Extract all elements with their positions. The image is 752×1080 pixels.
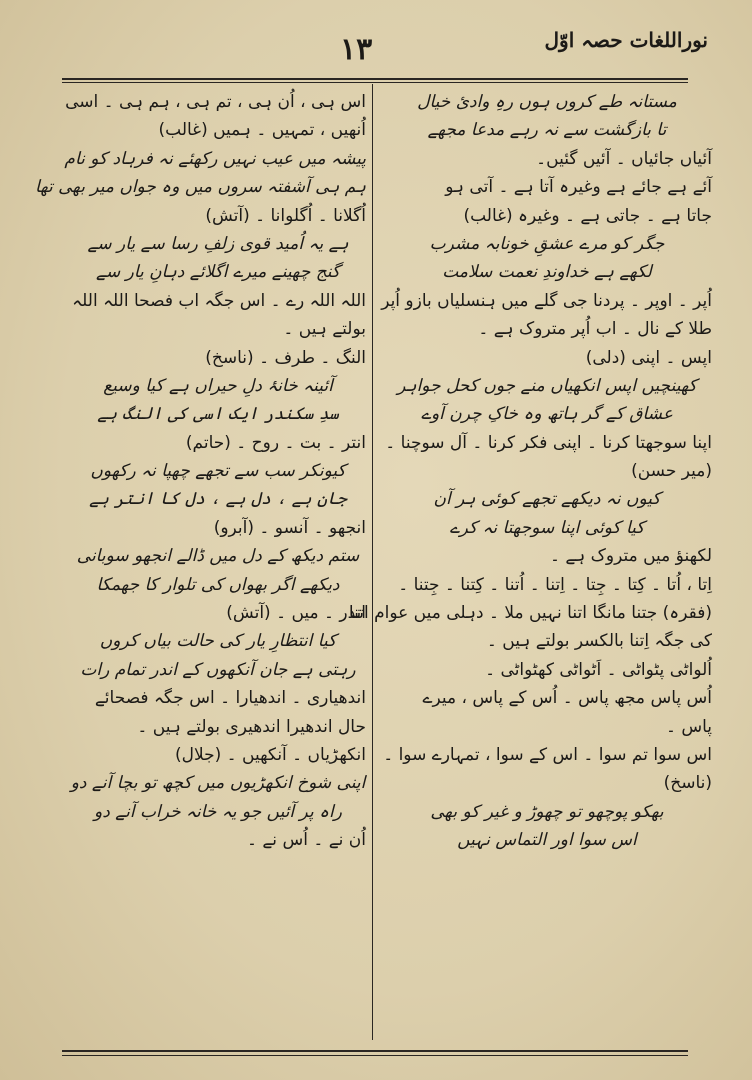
right-column-line-5: جاتا ہے ۔ جاتی ہے ۔ وغیرہ (غالب) <box>463 205 712 226</box>
left-column-line-1: اس ہی ، اُن ہی ، تم ہی ، ہم ہی ۔ اسی <box>65 92 366 112</box>
right-column-line-8: اُپر ۔ اوپر ۔ پردنا جی گلے میں ہنسلیاں بازو اُپر <box>381 290 712 311</box>
left-column-line-8: اللہ اللہ رے ۔ اس جگہ اب فصحا اللہ اللہ <box>72 290 366 311</box>
right-column-line-14: (میر حسن) <box>631 461 712 482</box>
right-column-line-18: اِتا ، اُتا ۔ کِتا ۔ جِتا ۔ اِتنا ۔ اُتنا ۔ کِتنا ۔ جِتنا ۔ <box>398 574 712 595</box>
right-column-line-22: اُس پاس مجھ پاس ۔ اُس کے پاس ، میرے <box>422 688 712 709</box>
left-column-line-23: حال اندھیرا اندھیری بولتے ہیں ۔ <box>137 716 366 737</box>
left-column-line-13: انتر ۔ بت ۔ روح ۔ (حاتم) <box>185 432 366 453</box>
right-column-line-26: بھکو پوچھو تو چھوڑ و غیر کو بھی <box>430 801 664 822</box>
bottom-rule-thin <box>62 1055 688 1056</box>
right-column-line-20: کی جگہ اِتنا بالکسر بولتے ہیں ۔ <box>486 631 712 652</box>
left-column-line-15: جان ہے ، دل ہے ، دل کا انتر ہے <box>89 489 347 510</box>
left-column-line-10: النگ ۔ طرف ۔ (ناسخ) <box>205 347 366 368</box>
right-column-line-4: آئے ہے جائے ہے وغیرہ آتا ہے ۔ آتی ہو <box>445 177 712 198</box>
right-column-line-15: کیوں نہ دیکھے تجھے کوئی ہر آن <box>433 489 661 510</box>
running-header-title: نوراللغات حصہ اوّل <box>544 28 708 52</box>
left-column-line-6: ہے یہ اُمید قوی زلفِ رسا سے یار سے <box>87 233 349 254</box>
right-column-line-1: مستانہ طے کروں ہوں رہِ وادیٔ خیال <box>417 92 677 112</box>
right-column-line-24: اس سوا تم سوا ۔ اس کے سوا ، تمہارے سوا ۔ <box>383 744 712 765</box>
left-column-line-19: اندر ۔ میں ۔ (آتش) <box>226 603 366 624</box>
right-column-line-3: آئیاں جائیاں ۔ آئیں گئیں۔ <box>536 148 712 169</box>
right-column-line-16: کیا کوئی اپنا سوجھتا نہ کرے <box>449 517 645 538</box>
left-column <box>35 88 366 855</box>
left-column-line-7: گنج چھینے میرے اگلائے دہانِ یار سے <box>96 262 340 283</box>
column-divider <box>372 84 373 1040</box>
right-column-line-2: تا بازگشت سے نہ رہے مدعا مجھے <box>427 120 667 141</box>
right-column-line-23: پاس ۔ <box>665 716 712 737</box>
left-column-line-24: انکھڑیاں ۔ آنکھیں ۔ (جلال) <box>174 744 366 765</box>
left-column-line-17: ستم دیکھ کے دل میں ڈالے انجھو سوبانی <box>76 546 360 567</box>
left-column-line-21: رہتی ہے جان آنکھوں کے اندر تمام رات <box>80 659 356 680</box>
bottom-rule <box>62 1050 688 1052</box>
right-column-line-12: عشاق کے گر ہاتھ وہ خاکِ چرن آوے <box>421 404 673 425</box>
left-column-line-12: سدِ سکندر ایک اسی کی النگ ہے <box>97 404 339 425</box>
left-column-line-26: راہ پر آئیں جو یہ خانہ خراب آنے دو <box>94 801 342 822</box>
right-column-line-13: اپنا سوجھتا کرنا ۔ اپنی فکر کرنا ۔ آل سوچنا ۔ <box>385 432 712 453</box>
page-number: ۱۳ <box>340 32 373 67</box>
right-column-line-19: (فقرہ) جتنا مانگا اتنا نہیں ملا ۔ دہلی میں عوام اتنا <box>348 603 712 624</box>
left-column-line-20: کیا انتظارِ یار کی حالت بیاں کروں <box>99 631 337 652</box>
right-column-line-9: طلا کے نال ۔ اب اُپر متروک ہے ۔ <box>478 319 712 340</box>
left-column-line-9: بولتے ہیں ۔ <box>283 319 366 340</box>
left-column-line-5: اُگلانا ۔ اُگلوانا ۔ (آتش) <box>205 205 366 226</box>
left-column-line-25: اپنی شوخ انکھڑیوں میں کچھ تو بچا آنے دو <box>70 773 366 794</box>
top-rule-thin <box>62 82 688 83</box>
right-column <box>348 88 712 855</box>
right-column-line-7: لکھے ہے خداوندِ نعمت سلامت <box>442 262 652 283</box>
left-column-line-2: اُنھیں ، تمہیں ۔ ہمیں (غالب) <box>158 120 366 141</box>
right-column-line-6: جگر کو مرے عشقِ خونابہ مشرب <box>429 233 665 254</box>
left-column-line-11: آئینہ خانۂ دلِ حیراں ہے کیا وسیع <box>103 375 333 396</box>
right-column-line-27: اس سوا اور التماس نہیں <box>457 830 637 851</box>
right-column-line-10: اپس ۔ اپنی (دلی) <box>585 347 712 368</box>
left-column-line-4: ہم ہی آشفتہ سروں میں وہ جواں میر بھی تھا <box>35 177 366 198</box>
left-column-line-3: پیشہ میں عیب نہیں رکھئے نہ فرہاد کو نام <box>64 148 366 169</box>
top-rule <box>62 78 688 80</box>
left-column-line-16: انجھو ۔ آنسو ۔ (آبرو) <box>213 517 366 538</box>
left-column-line-22: اندھیاری ۔ اندھیارا ۔ اس جگہ فصحائے <box>94 688 366 709</box>
right-column-line-17: لکھنؤ میں متروک ہے ۔ <box>549 546 712 567</box>
left-column-line-27: اُن نے ۔ اُس نے ۔ <box>246 830 366 851</box>
right-column-line-21: اُلواٹی پٹواٹی ۔ اَٹواٹی کھٹواٹی ۔ <box>485 659 712 680</box>
left-column-line-18: دیکھے اگر بھواں کی تلوار کا جھمکا <box>96 574 340 595</box>
left-column-line-14: کیونکر سب سے تجھے چھپا نہ رکھوں <box>90 461 346 482</box>
right-column-line-11: کھینچیں اپس انکھیاں منے جوں کحل جواہر <box>397 375 697 396</box>
right-column-line-25: (ناسخ) <box>663 773 712 794</box>
